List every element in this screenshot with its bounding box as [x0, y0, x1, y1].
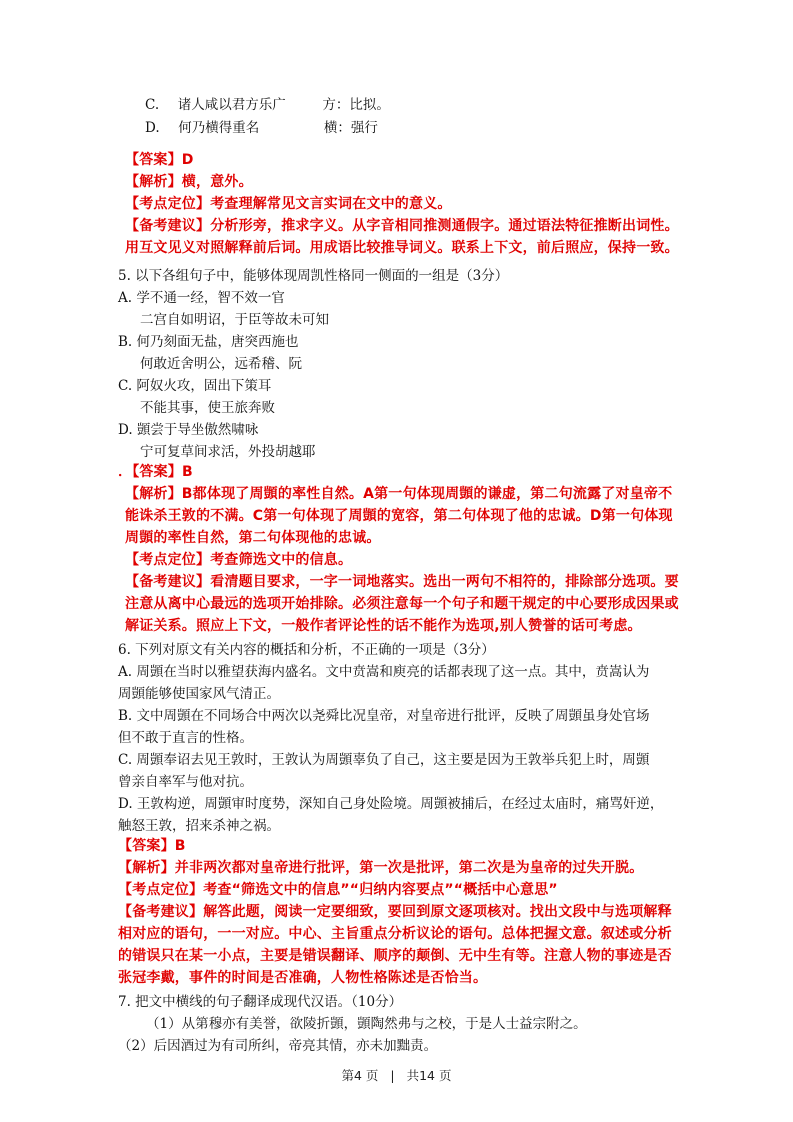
q4-option-c-label: C.	[145, 97, 160, 113]
q6-option-c-line-1: C. 周顗奉诏去见王敦时，王敦认为周顗辜负了自己，这主要是因为王敦举兵犯上时，周顗	[118, 752, 650, 768]
q6-advice-line-4: 张冠李戴，事件的时间是否准确，人物性格陈述是否恰当。	[118, 970, 488, 986]
q6-option-d-line-1: D. 王敦构逆，周顗审时度势，深知自己身处险境。周顗被捕后，在经过太庙时，痛骂奸逆，	[118, 796, 664, 812]
q5-option-d-line-1: D. 顗尝于导坐傲然啸咏	[118, 422, 259, 438]
q5-analysis-line-3: 周顗的率性自然，第二句体现他的忠诚。	[125, 530, 381, 546]
q4-option-d-label: D.	[145, 120, 160, 136]
q5-advice-line-3: 解证关系。照应上下文，一般作者评论性的话不能作为选项,别人赞誉的话可考虑。	[125, 618, 642, 634]
q4-option-c-text: 诸人咸以君方乐广	[177, 97, 286, 113]
q6-advice-line-3: 的错误只在某一小点，主要是错误翻译、顺序的颠倒、无中生有等。注意人物的事迹是否	[118, 948, 672, 964]
q4-answer: 【答案】D	[125, 152, 194, 168]
q6-advice-line-1: 【备考建议】解答此题，阅读一定要细致，要回到原文逐项核对。找出文段中与选项解释	[118, 904, 672, 920]
q5-option-a-line-1: A. 学不通一经，智不效一官	[118, 290, 285, 306]
page-total: 共14 页	[406, 1068, 452, 1083]
q4-point: 【考点定位】考查理解常见文言实词在文中的意义。	[125, 196, 452, 212]
q4-advice-line-2: 用互文见义对照解释前后词。用成语比较推导词义。联系上下文，前后照应，保持一致。	[125, 240, 679, 256]
q6-option-c-line-2: 曾亲自率军与他对抗。	[118, 774, 253, 790]
q5-point: 【考点定位】考查筛选文中的信息。	[125, 552, 353, 568]
q4-option-c-note: 方：比拟。	[322, 97, 390, 113]
q6-analysis: 【解析】并非两次都对皇帝进行批评，第一次是批评，第二次是为皇帝的过失开脱。	[118, 860, 644, 876]
page-number: 第4 页	[341, 1068, 379, 1083]
q5-option-c-line-1: C. 阿奴火攻，固出下策耳	[118, 378, 272, 394]
q4-option-d	[145, 118, 378, 138]
q6-option-b-line-2: 但不敢于直言的性格。	[118, 730, 253, 746]
q6-advice-line-2: 相对应的语句，一一对应。中心、主旨重点分析议论的语句。总体把握文意。叙述或分析	[118, 926, 672, 942]
q6-answer: 【答案】B	[118, 838, 186, 854]
q4-option-c	[145, 95, 390, 115]
q5-answer: ．【答案】B	[118, 464, 193, 480]
q5-option-d-line-2: 宁可复草间求活，外投胡越耶	[140, 444, 316, 460]
q5-analysis-line-1: 【解析】B都体现了周顗的率性自然。A第一句体现周顗的谦虚，第二句流露了对皇帝不	[125, 486, 673, 502]
q6-option-d-line-2: 触怒王敦，招来杀神之祸。	[118, 818, 280, 834]
q5-option-b-line-2: 何敢近舍明公，远希稽、阮	[140, 356, 302, 372]
footer-separator: |	[390, 1068, 395, 1083]
q6-option-b-line-1: B. 文中周顗在不同场合中两次以尧舜比况皇帝，对皇帝进行批评，反映了周顗虽身处官场	[118, 708, 650, 724]
q7-sentence-2: （2）后因酒过为有司所纠，帝亮其情，亦未加黜责。	[118, 1038, 438, 1054]
q5-advice-line-1: 【备考建议】看清题目要求，一字一词地落实。选出一两句不相符的，排除部分选项。要	[125, 574, 679, 590]
q6-option-a-line-2: 周顗能够使国家风气清正。	[118, 686, 280, 702]
q6-point: 【考点定位】考查“筛选文中的信息”“归纳内容要点”“概括中心意思”	[118, 882, 558, 898]
q4-analysis: 【解析】横，意外。	[125, 174, 253, 190]
q5-analysis-line-2: 能诛杀王敦的不满。C第一句体现了周顗的宽容，第二句体现了他的忠诚。D第一句体现	[125, 508, 673, 524]
q5-option-a-line-2: 二宫自如明诏，于臣等故未可知	[140, 312, 329, 328]
q5-option-b-line-1: B. 何乃刻面无盐，唐突西施也	[118, 334, 299, 350]
page-footer	[0, 1066, 793, 1084]
q6-question: 6. 下列对原文有关内容的概括和分析，不正确的一项是（3分）	[118, 642, 495, 658]
q4-advice-line-1: 【备考建议】分析形旁，推求字义。从字音相同推测通假字。通过语法特征推断出词性。	[125, 218, 679, 234]
q5-question: 5. 以下各组句子中，能够体现周凯性格同一侧面的一组是（3分）	[118, 268, 509, 284]
q7-question: 7. 把文中横线的句子翻译成现代汉语。（10分）	[118, 994, 403, 1010]
q4-option-d-text: 何乃横得重名	[178, 120, 260, 136]
q6-option-a-line-1: A. 周顗在当时以雅望获海内盛名。文中贲嵩和庾亮的话都表现了这一点。其中，贲嵩认为	[118, 664, 650, 680]
q4-option-d-note: 横：强行	[323, 120, 378, 136]
q5-advice-line-2: 注意从离中心最远的选项开始排除。必须注意每一个句子和题干规定的中心要形成因果或	[125, 596, 679, 612]
q7-sentence-1: （1）从第穆亦有美誉，欲陵折顗，顗陶然弗与之校，于是人士益宗附之。	[146, 1016, 587, 1032]
q5-option-c-line-2: 不能其事，使王旅奔败	[140, 400, 275, 416]
